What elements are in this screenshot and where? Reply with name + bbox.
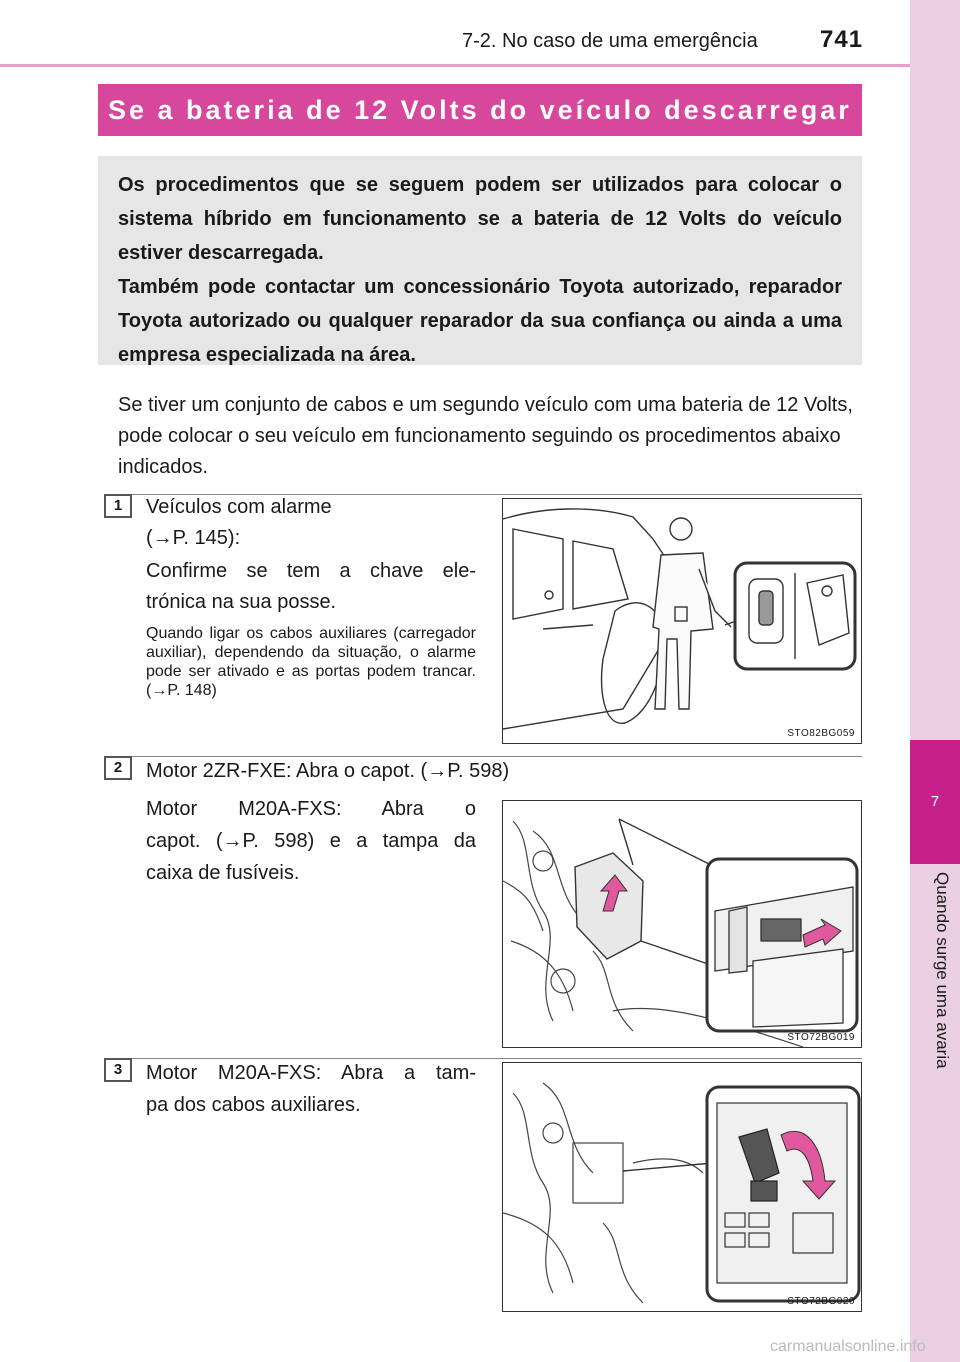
engine-fuse-box-illustration (503, 801, 861, 1047)
figure-jump-terminal-cover (502, 1062, 862, 1312)
watermark-footer: carmanualsonline.info (770, 1338, 926, 1355)
step-2-line-1: Motor 2ZR-FXE: Abra o capot. (→P. 598) (146, 760, 510, 782)
step-1-line-2: (→P. 145): (146, 527, 241, 549)
car-and-person-illustration (503, 499, 861, 743)
step-1-line-4: trónica na sua posse. (146, 591, 337, 613)
section-heading: 7-2. No caso de uma emergência (462, 30, 758, 52)
intro-box (98, 156, 862, 365)
chapter-title-vertical: Quando surge uma avaria (933, 872, 952, 1069)
figure-fuse-box (502, 800, 862, 1048)
header-divider (0, 64, 910, 67)
figure-code-2: STO72BG019 (787, 1032, 855, 1043)
body-paragraph: Se tiver um conjunto de cabos e um segundo veículo com uma bateria de 12 Volts, pode colocar o seu veículo em funcionamento seguindo os procedimentos abaixo indicados. (118, 394, 853, 478)
chapter-side-tab (910, 0, 960, 1362)
step-3-line-2: pa dos cabos auxiliares. (146, 1094, 361, 1116)
step-number-3: 3 (104, 1058, 132, 1082)
intro-paragraph-1: Os procedimentos que se seguem podem ser utilizados para colocar o sistema híbrido em funcionamento se a bateria de 12 Volts do veículo estiver descarregada. (118, 174, 842, 264)
step-number-1: 1 (104, 494, 132, 518)
step-number-2: 2 (104, 756, 132, 780)
figure-code-3: STO72BG020 (787, 1296, 855, 1307)
jump-terminal-illustration (503, 1063, 861, 1311)
step-2-line-4: caixa de fusíveis. (146, 862, 300, 884)
step-1-note: Quando ligar os cabos auxiliares (carregador auxiliar), dependendo da situação, o alarme pode ser ativado e as portas podem trancar. (→P. 148) (146, 625, 476, 699)
step-3-line-1: Motor M20A-FXS: Abra a tam- (146, 1062, 476, 1084)
step-1-line-3: Confirme se tem a chave ele- (146, 560, 476, 582)
step-2-line-3: capot. (→P. 598) e a tampa da (146, 830, 476, 852)
figure-person-with-key (502, 498, 862, 744)
intro-paragraph-2: Também pode contactar um concessionário Toyota autorizado, reparador Toyota autorizado ou qualquer reparador da sua confiança ou ainda a uma empresa especializada na área. (118, 276, 842, 366)
step-1-line-1: Veículos com alarme (146, 496, 332, 518)
chapter-number-tab[interactable]: 7 (910, 740, 960, 864)
step-2-line-2: Motor M20A-FXS: Abra o (146, 798, 476, 820)
figure-code-1: STO82BG059 (787, 728, 855, 739)
page-title: Se a bateria de 12 Volts do veículo descarregar (98, 84, 862, 136)
page-number: 741 (820, 26, 864, 53)
